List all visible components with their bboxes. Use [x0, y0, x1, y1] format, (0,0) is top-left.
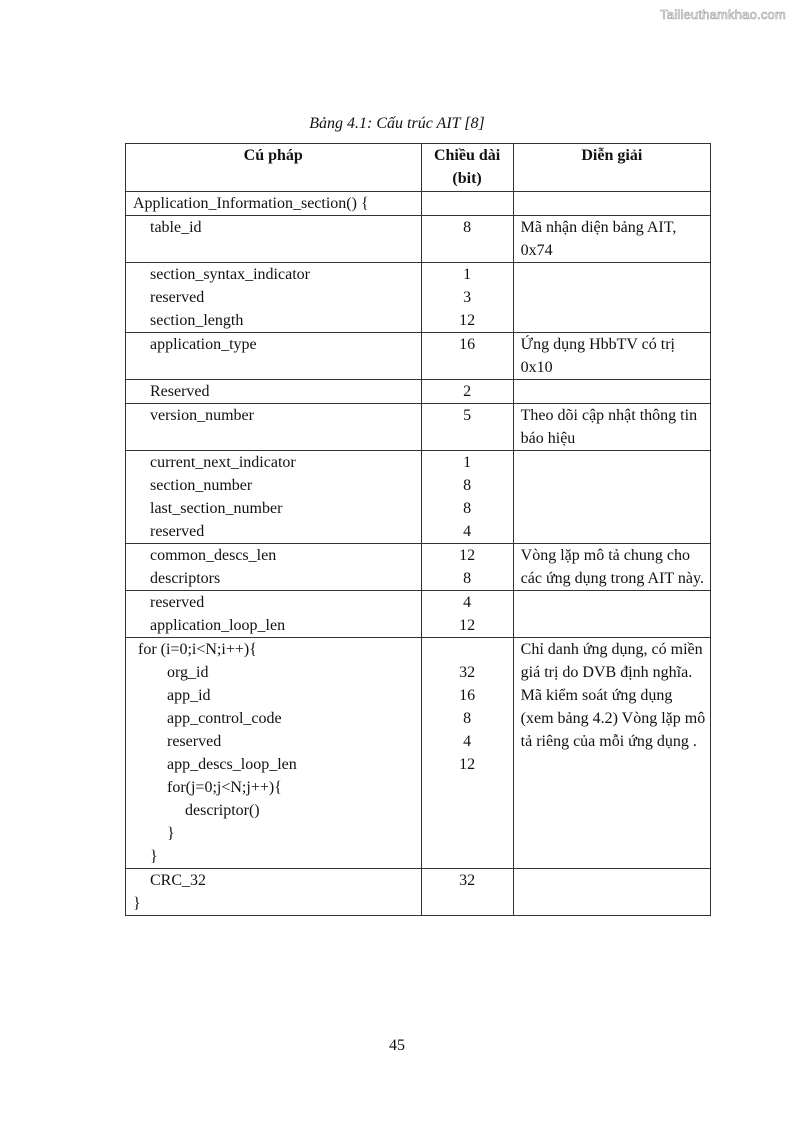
syntax-cell [126, 638, 422, 869]
length-value: 8 [463, 500, 472, 517]
table-caption: Bảng 4.1: Cấu trúc AIT [8] [309, 115, 485, 132]
length-value: 1 [463, 454, 472, 471]
length-cell [421, 451, 513, 544]
syntax-cell [126, 263, 422, 333]
syntax-line: CRC_32 [150, 872, 207, 889]
syntax-cell [126, 192, 422, 216]
length-value: 3 [463, 289, 472, 306]
syntax-line: descriptor() [185, 802, 260, 819]
syntax-cell [126, 216, 422, 263]
description-cell [513, 192, 710, 216]
syntax-cell [126, 404, 422, 451]
syntax-line: table_id [150, 219, 202, 236]
length-value: 16 [459, 687, 476, 704]
syntax-cell [126, 591, 422, 638]
length-value: 32 [459, 664, 476, 681]
syntax-line: } [167, 825, 175, 842]
syntax-line: } [133, 895, 141, 912]
header-description: Diễn giải [513, 144, 710, 192]
header-syntax: Cú pháp [126, 144, 422, 192]
length-value: 1 [463, 266, 472, 283]
description-cell: Vòng lặp mô tả chung cho các ứng dụng trong AIT này. [513, 544, 710, 591]
length-cell [421, 869, 513, 916]
syntax-line: section_number [150, 477, 253, 494]
length-value: 12 [459, 756, 476, 773]
length-cell [421, 192, 513, 216]
syntax-line: descriptors [150, 570, 221, 587]
table-row [126, 192, 711, 216]
length-cell [421, 380, 513, 404]
watermark: Tailieuthamkhao.com [660, 7, 786, 22]
syntax-line: reserved [150, 289, 205, 306]
syntax-line: reserved [167, 733, 222, 750]
syntax-cell [126, 380, 422, 404]
length-value: 8 [463, 710, 472, 727]
table-row [126, 380, 711, 404]
syntax-line: common_descs_len [150, 547, 277, 564]
header-length-line1: Chiều dài [433, 147, 501, 164]
syntax-line: version_number [150, 407, 254, 424]
length-value: 4 [463, 594, 472, 611]
length-cell [421, 591, 513, 638]
syntax-line: application_loop_len [150, 617, 286, 634]
syntax-cell [126, 869, 422, 916]
syntax-line: last_section_number [150, 500, 283, 517]
length-value: 12 [459, 312, 476, 329]
syntax-line: application_type [150, 336, 257, 353]
description-cell [513, 451, 710, 544]
length-value: 4 [463, 523, 472, 540]
syntax-line: section_length [150, 312, 244, 329]
table-row [126, 869, 711, 916]
length-value: 12 [459, 547, 476, 564]
syntax-line: Reserved [150, 383, 210, 400]
length-value: 8 [463, 477, 472, 494]
header-length-line2: (bit) [452, 170, 482, 187]
length-cell [421, 216, 513, 263]
length-value [422, 638, 513, 661]
syntax-cell [126, 451, 422, 544]
description-cell: Mã nhận diện bảng AIT, 0x74 [513, 216, 710, 263]
length-value: 8 [463, 570, 472, 587]
syntax-line: app_control_code [167, 710, 282, 727]
length-cell [421, 333, 513, 380]
description-cell [513, 380, 710, 404]
table-row [126, 216, 711, 263]
syntax-cell [126, 333, 422, 380]
length-value: 5 [463, 407, 472, 424]
table-row [126, 451, 711, 544]
length-value: 16 [459, 336, 476, 353]
syntax-cell [126, 544, 422, 591]
syntax-line: current_next_indicator [150, 454, 296, 471]
header-length [421, 144, 513, 192]
table-row [126, 263, 711, 333]
table-header-row [126, 144, 711, 192]
length-cell [421, 638, 513, 869]
description-cell [513, 591, 710, 638]
table-row [126, 638, 711, 869]
description-cell [513, 263, 710, 333]
description-cell [513, 869, 710, 916]
length-cell [421, 404, 513, 451]
description-cell: Chỉ danh ứng dụng, có miền giá trị do DVB định nghĩa. Mã kiểm soát ứng dụng (xem bảng 4.2) Vòng lặp mô tả riêng của mỗi ứng dụng . [513, 638, 710, 869]
length-value: 32 [459, 872, 476, 889]
syntax-line: app_id [167, 687, 211, 704]
syntax-line: section_syntax_indicator [150, 266, 310, 283]
page-number: 45 [389, 1037, 405, 1054]
length-value: 8 [463, 219, 472, 236]
description-cell: Ứng dụng HbbTV có trị 0x10 [513, 333, 710, 380]
syntax-line: Application_Information_section() { [133, 195, 369, 212]
ait-structure-table [125, 143, 711, 916]
table-row [126, 591, 711, 638]
table-row [126, 404, 711, 451]
syntax-line: org_id [167, 664, 209, 681]
length-value: 2 [463, 383, 472, 400]
syntax-line: } [150, 848, 158, 865]
syntax-line: for(j=0;j<N;j++){ [167, 779, 282, 796]
length-value: 4 [463, 733, 472, 750]
length-value: 12 [459, 617, 476, 634]
syntax-line: for (i=0;i<N;i++){ [138, 641, 257, 658]
table-row [126, 333, 711, 380]
length-cell [421, 544, 513, 591]
length-cell [421, 263, 513, 333]
description-cell: Theo dõi cập nhật thông tin báo hiệu [513, 404, 710, 451]
syntax-line: app_descs_loop_len [167, 756, 297, 773]
syntax-line: reserved [150, 594, 205, 611]
table-row [126, 544, 711, 591]
syntax-line: reserved [150, 523, 205, 540]
